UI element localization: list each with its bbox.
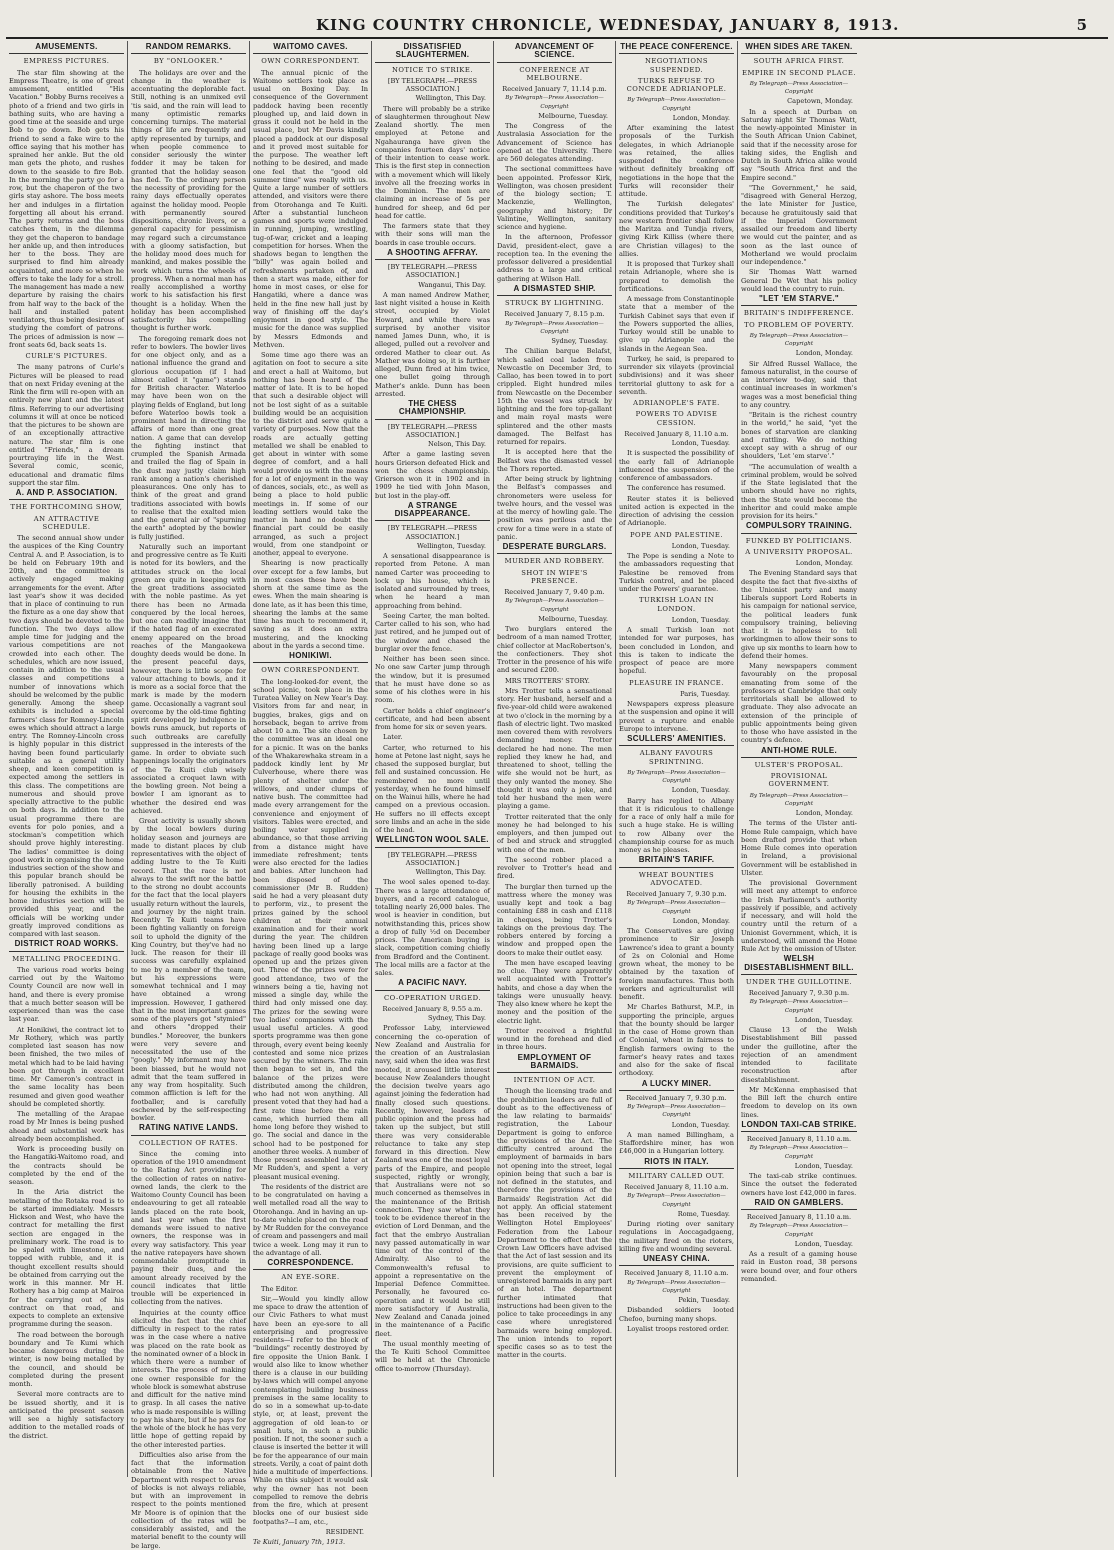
article	[497, 1054, 612, 1360]
article-subheading: ADRIANOPLE'S FATE.	[633, 399, 720, 407]
article-paragraph: The metalling of the Arapae road by Mr Innes is being pushed ahead and substantial work has already been accomplished.	[9, 1110, 124, 1143]
article-paragraph: After being struck by lightning the Belfast's compasses and chronometers were useless for twelve hours, and the vessel was at the mercy of howling gale. The position was perilous and the crew for a time were in a state of panic.	[497, 475, 612, 541]
article-subheading: CURLE'S PICTURES.	[25, 352, 108, 360]
article-subheading: MILITARY CALLED OUT.	[628, 1171, 725, 1180]
article-headline: RIOTS IN ITALY.	[619, 1158, 734, 1169]
article-paragraph: Mr McKenna emphasised that the Bill left the church entire freedom to develop on its own lines.	[741, 1085, 857, 1119]
article-paragraph: The Turkish delegates' conditions provided that Turkey's new western frontier shall follow the Maritza and Tundja rivers, giving Kirk Killiss (where there are Christian villages) to the allies.	[619, 200, 734, 258]
column-7	[738, 41, 860, 1477]
masthead	[6, 4, 1108, 39]
article-paragraph: The second annual show under the auspices of the King Country Central A. and P. Association, is to be held on February 19th and 20th, and the committee is actively engaged making arrangements for the event. After last year's show it was decided that in place of continuing to run the fixture as a one day show that two days should be devoted to the function. The two days allow ample time for judging and the various competitions are not crowded into each other. The schedules, which are now issued, contain in addition to the usual classes and competitions a number of innovations which should be welcomed by the public generally. Among the sheep exhibits is included a special farmers' class for Romney-Lincoln ewes which should attract a large entry. The Romney-Lincoln cross is highly popular in this district having been found particularly suitable as a general utility sheep, and keen competition is expected among the settlers in this class. The competitions are numerous and should prove specially attractive to the public on both days. In addition to the usual programme there are events for polo ponies, and a stockman's competition which should prove highly interesting. The ladies' committee is doing good work in organising the home industries section of the show and this popular branch should be liberally patronised. A building for housing the exhibits in the home industries section will be provided this year, and the officials will be working under greatly improved conditions as compared with last season.	[9, 534, 124, 938]
article-paragraph: After examining the latest proposals of the Turkish delegates, in which Adrianople was retained, the allies suspended the conference without definitely breaking off negotiations in the hope that the Turks will reconsider their attitude.	[619, 124, 734, 198]
article-subheading: COLLECTION OF RATES.	[138, 1138, 239, 1147]
article-paragraph: A small Turkish loan not intended for war purposes, has been concluded in London, and this is taken to indicate the prospect of peace are more hopeful.	[619, 626, 734, 676]
article-place-date: Wanganui, This Day.	[418, 280, 486, 289]
article	[619, 1158, 734, 1254]
article	[131, 43, 246, 1122]
article-headline: HONIKIWI.	[253, 652, 368, 663]
article-place-date: London, Tuesday.	[794, 1015, 853, 1024]
article-paragraph: Two burglars entered the bedroom of a man named Trotter, chief collector at MacRobertson's, the confectioners. They shot Trotter in the presence of his wife and secured £200.	[497, 625, 612, 675]
article	[9, 352, 124, 487]
article-paragraph: The second robber placed a revolver to Trotter's head and fired.	[497, 855, 612, 881]
article	[375, 249, 490, 398]
article-credit: By Telegraph—Press Association—Copyright	[505, 95, 604, 110]
article-headline: UNEASY CHINA.	[619, 1255, 734, 1266]
article-subheading: NEGOTIATIONS SUSPENDED.	[644, 57, 709, 74]
article-paragraph: Barry has replied to Albany that it is ridiculous to challenge for a race of only half a mile for such a huge stake. He is willing to row Albany over the championship course for as much money as he pleases.	[619, 796, 734, 854]
article-subheading: AN ATTRACTIVE SCHEDULE.	[33, 514, 100, 531]
article	[619, 43, 734, 396]
article-paragraph: MRS TROTTERS' STORY.	[505, 676, 590, 685]
article-paragraph: In a speech at Durban on Saturday night Sir Thomas Watt, the newly-appointed Minister in the South African Union Cabinet, said that if the necessity arose for taking sides, the English and Dutch in South Africa alike would say "South Africa first and the Empire second."	[741, 107, 857, 182]
article-dateline: Received January 7, 8.15 p.m.	[504, 310, 605, 319]
article-headline: A SHOOTING AFFRAY.	[375, 249, 490, 260]
article-paragraph: Sir Thomas Watt warned General De Wet that his policy would lead the country to ruin.	[741, 268, 857, 293]
article-subheading: EMPIRE IN SECOND PLACE.	[742, 68, 856, 77]
article-paragraph: The conference has resumed.	[627, 484, 726, 493]
article-headline: BRITAIN'S TARIFF.	[619, 856, 734, 867]
article-subheading: THE FORTHCOMING SHOW,	[10, 503, 123, 512]
article-subheading: ALBANY FAVOURS SPRINTNING.	[639, 749, 714, 766]
article-paragraph: Professor Laby, interviewed concerning the co-operation of New Zealand and Australia for the creation of an Australasian navy, said when the idea was first mooted, it aroused little interest because New Zealanders thought the decision twelve years ago against joining the federation had finally closed such questions. Recently, however, leaders of public opinion and the press had taken up the subject, but still there was very considerable reluctance to take any step forward in this direction. New Zealand was one of the most loyal parts of the Empire, and people suspected, rightly or wrongly, that Australians were not so much concerned as themselves in the maintenance of the British connection. They saw what they took to be evidence thereof in the eviction of Lord Denman, and the fact that the embryo Australian navy passed automatically in war time out of the control of the Admiralty. Also to the Commonwealth's refusal to appoint a representative on the Imperial Defence Committee. Personally, he favoured co-operation and it would be still more satisfactory if Australia, New Zealand and Canada joined in the maintenance of a Pacific fleet.	[375, 1024, 490, 1338]
article-paragraph: It is suspected the possibility of the early fall of Adrianople influenced the suspension of the conference of ambassadors.	[619, 449, 734, 482]
article-place-date: London, Monday.	[672, 113, 730, 122]
article-paragraph: Carter, who returned to his home at Petone last night, says he chased the supposed burglar, but fell and sustained concussion. He remembered no more until yesterday, when he found himself on the Wainui hills, where he had camped on a previous occasion. He suffers no ill effects except sore limbs and an ache in the side of the head.	[375, 743, 490, 834]
article-headline: A STRANGE DISAPPEARANCE.	[375, 502, 490, 522]
article-paragraph: Mrs Trotter tells a sensational story. Her husband, herself and a five-year-old child were awakened at two o'clock in the morning by a flash of electric light. Two masked men covered them with revolvers demanding money. Trotter declared he had none. The men replied they knew he had, and threatened to shoot, telling the wife she would not be hurt, as they only wanted the money. She thought it was only a joke, and told her husband the men were playing a game.	[497, 686, 612, 811]
article-headline: CORRESPONDENCE.	[253, 1259, 368, 1270]
article-credit: By Telegraph—Press Association—Copyright	[505, 598, 604, 613]
article-dateline: Received January 8, 11.10 a.m.	[624, 1269, 729, 1278]
article-subheading: UNDER THE GUILLOTINE.	[745, 977, 853, 986]
article-subheading: BRITAIN'S INDIFFERENCE.	[743, 309, 855, 318]
article-paragraph: Sir,—Would you kindly allow me space to draw the attention of our Civic Fathers to what must have been an eye-sore to all enterprising and progressive residents—I refer to the block of "buildings" recently destroyed by fire opposite the Union Bank. I would also like to know whether there is a clause in our building by-laws which will compel anyone contemplating building business premises in the same locality to do so in a somewhat up-to-date style, or, at least, prevent the aggregation of old lean-to or small huts, in such a public position. If not, the sooner such a clause is inserted the better it will be for the appearance of our main streets. Verily, a coat of paint doth hide a multitude of imperfections. While on this subject it would ask why the owner has not been compelled to remove the debris from the fire, which at present blocks one of our busiest side footpaths?—I am, etc.,	[253, 1294, 368, 1526]
article-dateline: [BY TELEGRAPH.—PRESS ASSOCIATION.]	[387, 76, 478, 93]
article-place-date: London, Tuesday.	[671, 541, 730, 550]
article	[619, 1255, 734, 1333]
article-headline: EMPLOYMENT OF BARMAIDS.	[497, 1054, 612, 1074]
article-place-date: Melbourne, Tuesday.	[538, 111, 608, 120]
article-paragraph: Some time ago there was an agitation on foot to secure a site and erect a hall at Waitomo, but nothing has been heard of the matter of late. It is to be hoped that such a desirable object will not be lost sight of as a suitable building would be an acquisition to the district and serve quite a variety of purposes. Now that the roads are actually getting metalled we shall be enabled to get about in winter with some degree of comfort, and a hall would provide us with the means for a lot of enjoyment in the way of dances, socials, etc., as well as being a place to hold public meetings in. If some of our leading settlers would take the matter in hand no doubt the financial part could be easily arranged, as such a project would, from one standpoint or another, appeal to everyone.	[253, 351, 368, 557]
article-paragraph: The Editor.	[261, 1284, 298, 1293]
article-paragraph: The many patrons of Curle's Pictures will be pleased to read that on next Friday evening at the Rink the firm will re-open with an entirely new plant and the latest films. Referring to our advertising columns it will at once be noticed that the pictures to be shown are of an exceptionally attractive nature. The star film is one entitled "Friends," a dream pourtraying life in the West. Several comic, scenic, educational and dramatic films support the star film.	[9, 363, 124, 487]
article	[375, 502, 490, 835]
article-place-date: London, Monday.	[672, 916, 730, 925]
article-place-date: Capetown, Monday.	[787, 97, 853, 106]
article-dateline: Received January 8, 11.10 a.m.	[746, 1135, 852, 1143]
article	[253, 43, 368, 650]
article-subheading: CONFERENCE AT MELBOURNE.	[519, 65, 590, 82]
article-paragraph: Since the coming into operation of the 1910 amendment to the Rating Act providing for the collection of rates on native-owned lands, the clerk to the Waitomo County Council has been endeavouring to get all rateable lands placed on the rate book, and last year when the first demands were issued to native owners, the response was in every way satisfactory. This year the native ratepayers have shown commendable promptitude in paying their dues, and the amount already received by the council indicates that little trouble will be experienced in collecting from the natives.	[131, 1149, 246, 1307]
article-paragraph: A man named Andrew Mather, last night visited a house in Keith street, occupied by Violet Howard, and while there was surprised by another visitor named James Dunn, who, it is alleged, pulled out a revolver and ordered Mather to clear out. As Mather was doing so, it is further alleged, Dunn fired at him twice, one bullet going through Mather's ankle. Dunn has been arrested.	[375, 290, 490, 398]
article-headline: DISSATISFIED SLAUGHTERMEN.	[375, 43, 490, 63]
article-headline: A LUCKY MINER.	[619, 1080, 734, 1091]
article-subheading: OWN CORRESPONDENT.	[261, 57, 360, 66]
article-subheading: NOTICE TO STRIKE.	[391, 65, 474, 74]
article-paragraph: The residents of the district are to be congratulated on having a well metalled road all the way to Otorohanga. And in having an up-to-date vehicle placed on the road by Mr Rudden for the conveyance of cream and passengers and mail twice a week. Long may it run to the advantage of all.	[253, 1182, 368, 1257]
article-place-date: London, Monday.	[795, 559, 853, 567]
article-paragraph: After a game lasting seven hours Grierson defeated Hick and won the chess championship. Grierson won it in 1902 and in 1909 he tied with John Mason, but lost in the play-off.	[375, 450, 490, 500]
article-place-date: Sydney, This Day.	[427, 1014, 486, 1022]
article-dateline: [BY TELEGRAPH.—PRESS ASSOCIATION.]	[387, 850, 478, 867]
article	[741, 1121, 857, 1197]
article-place-date: Wellington, Tuesday.	[416, 541, 486, 550]
article-paragraph: It is proposed that Turkey shall retain Adrianople, where she is prepared to demolish the fortifications.	[619, 260, 734, 293]
article-paragraph: The holidays are over and the change in the weather is accentuating the deplorable fact. Still, nothing is an unmixed evil 'tis said, and the rain will lead to many optimistic remarks concerning turnips. The material things of life are frequently and aptly represented by turnips, and when people commence to consider seriously the winter fodder it may be taken for granted that the holiday season has fled. To the ordinary person the necessity of providing for the rainy days effectually operates against the holiday mood. People with permanently soured dispositions, chronic livers, or a general capacity for pessimism may regard such a circumstance with a gloomy satisfaction, but the holiday mood does much for mankind, and makes possible the work which turns the wheels of progress. When a normal man has really accomplished a worthy work to his satisfaction his first thought is a holiday. When the holiday has been accomplished satisfactorily his compelling thought is further work.	[131, 68, 246, 333]
article-paragraph: A message from Constantinople state that a member of the Turkish Cabinet says that even if the Powers supported the allies, Turkey would still be unable to give up Adrianople and the islands in the Aegean Sea.	[619, 295, 734, 353]
article-place-date: London, Monday.	[795, 809, 853, 817]
article-paragraph: The taxi-cab strike continues. Since the outset the federated owners have lost £42,000 in fares.	[741, 1172, 857, 1197]
article-headline: A DISMASTED SHIP.	[497, 285, 612, 296]
article-paragraph: Sir Alfred Russel Wallace, the famous naturalist, in the course of an interview to-day, said that continual increases in workmen's wages was a most beneficial thing to any country.	[741, 359, 857, 409]
article-credit: By Telegraph—Press Association—Copyright	[627, 1104, 726, 1119]
article-paragraph: "The Government," he said, "disagreed with General Herzog, the late Minister for Justice, because he gratuitously said that if the Imperial Government assailed our freedom and liberty we would cut the painter, and as soon as the last ounce of Motherland we would proclaim our independence."	[741, 183, 857, 266]
article	[375, 836, 490, 977]
article-place-date: Nelson, This Day.	[428, 440, 486, 448]
article-headline: A. AND P. ASSOCIATION.	[9, 489, 124, 500]
article-credit: By Telegraph—Press Association—Copyright	[749, 1223, 849, 1238]
article-subheading: CO-OPERATION URGED.	[383, 993, 482, 1002]
article-headline: COMPULSORY TRAINING.	[741, 522, 857, 533]
article-paragraph: Naturally such an important and progressive centre as Te Kuiti is noted for its bowlers, and the attitudes struck on the local green are quite in keeping with the great traditions associated with the noble pastime. As yet there has been no Armada conquered by the local heroes, but one can readily imagine that if the hated flag of an execrated enemy appeared on the broad reaches of the Mangaokewa doughty deeds would be done. In the present peaceful days, however, there is little scope for valour attaching to bowls, and it is more as a social force that the mark is made by the modern game. Occasionally a vagrant soul overcome by the old-time fighting spirit developed by indulgence in bowls runs amuck, but reports of such outbreaks are carefully suppressed in the interests of the game. In order to obviate such happenings locally the originators of the Te Kuiti club wisely associated a croquet lawn with the bowling green. Not being a bowler I am ignorant as to whether the desired end was achieved.	[131, 542, 246, 815]
article-paragraph: As a result of a gaming house raid in Euston road, 38 persons were bound over, and four others remanded.	[741, 1250, 857, 1283]
article-paragraph: The sectional committees have been appointed. Professor Kirk, Wellington, was chosen president of the biology section; T. Mackenzie, Wellington, geography and history; Dr Valintine, Wellington, sanitary science and hygiene.	[497, 165, 612, 231]
article-subheading: METALLING PROCEEDING.	[12, 954, 121, 963]
masthead-title: KING COUNTRY CHRONICLE, WEDNESDAY, JANUARY 8, 1913.	[316, 16, 900, 34]
article-place-date: Sydney, Tuesday.	[551, 337, 608, 345]
article-paragraph: Turkey, he said, is prepared to surrender six vilayets (provincial subdivisions) and it was sheer territorial gluttony to ask for a seventh.	[619, 354, 734, 396]
article-subheading: A UNIVERSITY PROPOSAL.	[745, 547, 853, 556]
article-paragraph: The Pope is sending a Note to the ambassadors requesting that Palestine be removed from Turkish control, and be placed under the Powers' guarantee.	[619, 552, 734, 593]
article-paragraph: Newspapers express pleasure at the suspension and opine it will prevent a rupture and enable Europe to intervene.	[619, 700, 734, 733]
article-headline: THE PEACE CONFERENCE.	[619, 43, 734, 54]
article-dateline: Received January 7, 11.14 p.m.	[502, 85, 607, 93]
article-paragraph: Difficulties also arise from the fact that the information obtainable from the Native Department with respect to areas of blocks is not always reliable, but with an improvement in respect to the points mentioned Mr Moore is of opinion that the collection of the rates will be considerably assisted, and the material benefit to the county will be large.	[131, 1450, 246, 1550]
article-headline: THE CHESS CHAMPIONSHIP.	[375, 400, 490, 420]
article-headline: AMUSEMENTS.	[9, 43, 124, 54]
article-credit: By Telegraph—Press Association—Copyright	[627, 1279, 726, 1294]
article-paragraph: The terms of the Ulster anti-Home Rule campaign, which have been drafted provide that when Home Rule comes into operation in Ireland, a provisional Government will be established in Ulster.	[741, 819, 857, 877]
article-paragraph: Carter holds a chief engineer's certificate, and had been absent from home for six or seven years.	[375, 706, 490, 731]
article-paragraph: Neither has been seen since. No one saw Carter jump through the window, but it is presumed that he must have done so as some of his clothes were in his room.	[375, 655, 490, 705]
article-paragraph: The annual picnic of the Waitomo settlers took place as usual on Boxing Day. In consequence of the Government paddock having been recently ploughed up, and laid down in grass it could not be held in the usual place, but Mr Davis kindly placed a paddock at our disposal and it proved most suitable for the purpose. The weather left nothing to be desired, and made one feel that the "good old summer time" was really with us. Quite a large number of settlers attended, and visitors were there from Otorohanga and Te Kuiti. After a substantial luncheon games and sports were indulged in running, jumping, wrestling, tug-of-war, cricket and a leaping competition for horses. When the shadows began to lengthen the "billy" was again boiled and refreshments partaken of, and then a start was made, either for home in most cases, or else for Hangatiki, where a dance was held in the fine new hall just by way of finishing off the day's enjoyment in good style. The music for the dance was supplied by Messrs Edmonds and Methven.	[253, 68, 368, 349]
article-dateline: Received January 8, 11.10 a.m.	[624, 429, 729, 438]
article-headline: RANDOM REMARKS.	[131, 43, 246, 54]
article-headline: ANTI-HOME RULE.	[741, 747, 857, 758]
article-dateline: Received January 8, 11.10 a.m.	[624, 1183, 729, 1191]
article-place-date: Pekin, Tuesday.	[678, 1296, 730, 1304]
article-paragraph: Clause 13 of the Welsh Disestablishment Bill passed under the guillotine, after the rejection of an amendment intended to facilitate reconstruction after disestablishment.	[741, 1026, 857, 1084]
article-subheading: AN EYE-SORE.	[281, 1273, 340, 1282]
article	[619, 735, 734, 854]
article-credit: By Telegraph—Press Association—Copyright	[749, 80, 849, 95]
article	[741, 955, 857, 1119]
article-paragraph: At Honikiwi, the contract let to Mr Rothery, which was partly completed last season has now been finished, the two miles of metal which had to be laid having been got through in excellent time. Mr Cameron's contract in the same locality has been resumed and given good weather should be completed shortly.	[9, 1025, 124, 1108]
article-paragraph: The men have escaped leaving no clue. They were apparently well acquainted with Trotter's habits, and chose a day when the takings were unusually heavy. They also knew where he kept the money and the position of the electric light.	[497, 958, 612, 1025]
article-dateline: Received January 7, 9.30 p.m.	[626, 1093, 727, 1102]
article-paragraph: A man named Billingham, a Staffordshire miner, has won £46,000 in a Hungarian lottery.	[619, 1130, 734, 1156]
article-place-date: London, Tuesday.	[671, 1120, 730, 1129]
article-paragraph: The farmers state that they with their sons will man the boards in case trouble occurs.	[375, 222, 490, 247]
article-headline: "LET 'EM STARVE."	[741, 295, 857, 306]
article	[375, 43, 490, 247]
article-place-date: London, Tuesday.	[671, 786, 730, 795]
article	[619, 531, 734, 594]
article-place-date: Paris, Tuesday.	[680, 689, 730, 698]
article-paragraph: The long-looked-for event, the school picnic, took place in the Turatea Valley on New Year's Day. Visitors from far and near, in buggies, brakes, gigs and on horseback, began to arrive from about 10 a.m. The site chosen by the committee was an ideal one for a picnic. It was on the banks of the Whakarewhaka stream in a paddock kindly lent by Mr Culverhouse, where there was plenty of shelter under the willows, and under clumps of native bush. The committee had made every arrangement for the convenience and enjoyment of visitors. Tables were erected, and boiling water supplied in abundance, so that those arriving from a distance might have immediate refreshment; tents were also erected for the ladies and babies. After luncheon had been disposed of the commissioner (Mr B. Rudden) said he had a very pleasant duty to perform, viz., to present the prizes gained by the school children at their annual examination and for their work during the year. The children having been lined up a large package of really good books was opened up and the prizes given out. Three of the prizes were for good attendance, two of the winners being a tie, having not missed a single day, while the third had only missed one day. The prizes for the sewing were two ladies' companions with the usual useful articles. A good sports programme was then gone through, every event being keenly contested and some nice prizes secured by the winners. The rain then began to set in, and the balance of the prizes were distributed among the children, who had not won anything. All present voted that they had had a first rate time before the rain came, which hurried them all home long before they wished to go. The social and dance in the school had to be postponed for another three weeks. A number of those present assembled later at Mr Rudden's, and spent a very pleasant musical evening.	[253, 677, 368, 1181]
column-2	[128, 41, 250, 1550]
article-paragraph: Loyalist troops restored order.	[627, 1324, 729, 1333]
article-subheading: INTENTION OF ACT.	[513, 1076, 596, 1084]
article-place-date: London, Tuesday.	[794, 1239, 853, 1248]
column-5	[494, 41, 616, 1477]
article-subheading: ULSTER'S PROPOSAL.	[754, 760, 844, 769]
article	[619, 596, 734, 675]
article-headline: ADVANCEMENT OF SCIENCE.	[497, 43, 612, 63]
article-place-date: London, Tuesday.	[794, 1161, 853, 1170]
article-paragraph: The Congress of the Australasia Association for the Advancement of Science has opened at the University. There are 560 delegates attending.	[497, 122, 612, 163]
article-paragraph: Shearing is now practically over except for a few lambs, but in most cases these have been shorn at the same time as the ewes. When the main shearing is done late, as it has been this time, shearing the lambs at the same time has much to recommend it, saving as it does an extra mustering, and the knocking about in the yards a second time.	[253, 559, 369, 650]
article-dateline: Received January 8, 11.10 a.m.	[746, 1213, 852, 1221]
column-4	[372, 41, 494, 1477]
article-subheading: SHOT IN WIFE'S PRESENCE.	[521, 568, 588, 585]
article-dateline: [BY TELEGRAPH.—PRESS ASSOCIATION.]	[387, 263, 478, 280]
article-subheading: MURDER AND ROBBERY.	[504, 557, 605, 566]
article-paragraph: The star film showing at the Empress Theatre, is one of great amusement, entitled "His Vacation." Bobby Burns receives a photo of a friend and two girls in bathing suits, who are having a good time at the seaside and urge Bob to go down. Bob gets his friend to send a fake wire to the office saying that his mother has sprained her ankle. But the old man gets the photo, and rushes down to the seaside to fire Bob. In the morning the party go for a row, but the chaperon of the two girls stay ashore. The boss meets her and indulges in a flirtation forgetting all about his errand. The party returns and the boss catches them, in the dilemma they get the chaperon to bandage her ankle up, and then introduces her to the boss. They are surprised to find him already acquainted, and more so when he offers to take the lady for a stroll. The management has made a new departure by raising the chairs from half way to the back of the hall and installed patent ventilators, thus being desirous of studying the comfort of patrons. The prices of admission is now —front seats 6d, back seats 1s.	[9, 68, 124, 349]
article-headline: DISTRICT ROAD WORKS.	[9, 940, 124, 951]
article-credit: By Telegraph—Press Association—Copyright	[505, 320, 604, 335]
article-paragraph: Several more contracts are to be issued shortly, and it is anticipated the present season will see a highly satisfactory addition to the metalled roads of the district.	[9, 1390, 124, 1440]
article-paragraph: Trotter reiterated that the only money he had belonged to his employers, and then jumped out of bed and struck and struggled with one of the men.	[497, 812, 612, 854]
article-place-date: Rome, Tuesday.	[677, 1209, 730, 1218]
article-credit: By Telegraph—Press Association—Copyright	[749, 332, 849, 347]
article-place-date: London, Tuesday.	[671, 439, 730, 447]
article-headline: WELSH DISESTABLISHMENT BILL.	[741, 955, 857, 975]
article-paragraph: Mr Charles Bathurst, M.P., in supporting the principle, argues that the bounty should be larger in the case of Home grown than of Colonial, wheat in fairness to English farmers owing to the farmer's heavy rates and taxes and also for the sake of fiscal orthodoxy.	[619, 1003, 734, 1078]
article	[497, 543, 612, 1052]
columns	[6, 41, 1108, 1550]
article	[741, 1199, 857, 1283]
article-paragraph: Trotter received a frightful wound in the forehead and died in three hours.	[497, 1026, 612, 1052]
article-paragraph: There will probably be a strike of slaughtermen throughout New Zealand shortly. The men employed at Petone and Ngahauranga have given the companies fourteen days' notice of their intention to cease work. This is the first step in connection with a movement which will likely involve all the freezing works in the Dominion. The men are claiming an increase of 5s per hundred for sheep, and 6d per head for cattle.	[375, 104, 490, 220]
article-paragraph: Work is proceeding busily on the Hangatiki-Waitomo road, and the contracts should be completed by the end of the season.	[9, 1145, 124, 1186]
article	[619, 679, 734, 734]
article-subheading: BY "ONLOOKER."	[153, 57, 224, 66]
page-number: 5	[1076, 16, 1088, 34]
article	[9, 940, 124, 1440]
article-paragraph: "Britain is the richest country in the world," he said, "yet the bones of starvation are clanking and rattling. We do nothing except say with a shrug of our shoulders, 'Let 'em starve'."	[741, 411, 857, 461]
article-paragraph: Many newspapers comment favourably on the proposal emanating from some of the professors at Cambridge that only territorials shall be allowed to graduate. They also advocate an extension of the principle of public appointments being given to those who have assisted in the country's defence.	[741, 662, 857, 745]
article-paragraph: The wool sales opened to-day. There was a large attendance of buyers, and a record catalogue, totalling nearly 26,000 bales. The wool is heavier in condition, but notwithstanding this, prices show a drop of fully ½d on December prices. The American buying is slack, competition coming chiefly from Bradford and the Continent. The local mills are a factor at the sales.	[375, 878, 490, 977]
article-headline: WAITOMO CAVES.	[253, 43, 368, 54]
article-dateline: Received January 7, 9.40 p.m.	[504, 588, 605, 596]
article-headline: A PACIFIC NAVY.	[375, 979, 490, 990]
article-paragraph: The provisional Government will meet any attempt to enforce the Irish Parliament's authority passively if possible, and actively if necessary, and will hold the country until the return of a Unionist Government, which, it is understood, will amend the Home Rule Act by the omission of Ulster.	[741, 879, 857, 953]
article	[741, 747, 857, 954]
article	[619, 856, 734, 1077]
article-headline: WHEN SIDES ARE TAKEN.	[741, 43, 857, 54]
article-headline: DESPERATE BURGLARS.	[497, 543, 612, 554]
article-subheading: TO PROBLEM OF POVERTY.	[744, 320, 854, 329]
article-paragraph: In the Aria district the metalling of the Rotaka road is to be started immediately. Messrs Hickson and West, who have the contract for metalling the first section are engaged in the preliminary work. The road is to be spaled with limestone, and topped with rubble, and it is thought excellent results should be obtained from carrying out the work in this manner. Mr H. Rothery has a big camp at Mairoa for the carrying out of his contract on that road, and expects to complete an extensive programme during the season.	[9, 1188, 124, 1329]
article-dateline: Received January 8, 9.55 a.m.	[382, 1004, 483, 1013]
article-paragraph: Disbanded soldiers looted Chefoo, burning many shops.	[619, 1306, 734, 1323]
article-credit: By Telegraph—Press Association—Copyright	[627, 97, 726, 112]
article-paragraph: Though the licensing trade and the prohibition leaders are full of doubt as to the effectiveness of the law relating to barmaids' registration, the Labour Department is going to enforce the provisions of the Act. The difficulty centred around the employment of barmaids in bars not opening into the street, legal opinion being that such a bar is not defined in the statutes, and therefore the provisions of the Barmaids' Registration Act did not apply. An official statement has been received by the Wellington Hotel Employees' Federation from the Labour Department to the effect that the Crown Law Officers have advised that the Act of last session and its provisions, are quite sufficient to prevent the employment of unregistered barmaids in any part of an hotel. The department further intimated that instructions had been given to the police to take proceedings in any case where unregistered barmaids were being employed. The union intends to report specific cases so as to test the matter in the courts.	[497, 1087, 612, 1360]
article-place-date: London, Tuesday.	[671, 615, 730, 624]
article-paragraph: A sensational disappearance is reported from Petone. A man named Carter was proceeding to lock up his house, which is isolated and surrounded by trees, when he heard a man approaching from behind.	[375, 552, 490, 610]
article-headline: RATING NATIVE LANDS.	[131, 1124, 246, 1135]
article-subheading: PROVISIONAL GOVERNMENT.	[768, 772, 830, 789]
article	[497, 285, 612, 541]
article-subheading: TURKISH LOAN IN LONDON.	[638, 596, 715, 613]
article	[375, 979, 490, 1373]
article-dateline: [BY TELEGRAPH.—PRESS ASSOCIATION.]	[387, 422, 478, 439]
article	[131, 1124, 246, 1550]
article-paragraph: The foregoing remark does not refer to bowlers. The bowler lives for one object only, and as a national influence the grand and glorious occupation (if I had almost called it "game") stands for British character. Waterloo may have been won on the playing fields of England, but long before Waterloo bowls took a prominent hand in directing the affairs of more than one great nation. A game that can develop the fighting instinct that crumpled the Spanish Armada and trailed the flag of Spain in the dust may justly claim high rank among a nation's cherished pleasurances. One only has to think of the great and grand traditions associated with bowls to realise that the exalted mien and the general air of "spurning the earth" adopted by the bowler is fully justified.	[131, 334, 247, 541]
article-place-date: Wellington, This Day.	[415, 868, 486, 876]
article-paragraph: The Chilian barque Belafst, which sailed coal laden from Newcastle on December 3rd, to Callao, has been towed in to port crippled. Eight hundred miles from Newcastle on the December 15th the vessel was struck by lightning and the fore top-gallant and main royal masts were splintered and the other masts damaged. The Belfast has returned for repairs.	[497, 347, 612, 446]
article-credit: By Telegraph—Press Association—Copyright	[627, 769, 726, 784]
article-subheading: PLEASURE IN FRANCE.	[629, 678, 724, 687]
article-credit: By Telegraph—Press Association—Copyright	[749, 792, 849, 807]
article-subheading: POPE AND PALESTINE.	[629, 530, 724, 539]
article-subheading: WHEAT BOUNTIES ADVOCATED.	[638, 870, 715, 887]
article-headline: RAID ON GAMBLERS.	[741, 1199, 857, 1210]
article-paragraph: Inquiries at the county office elicited the fact that the chief difficulty in respect to the rates was in the case where a native was placed on the rate book as the nominated owner of a block in which there were a number of interests. The process of making one owner responsible for the whole block is somewhat abstruse and difficult for the native mind to grasp. In all cases the native who is made responsible is willing to pay his share, but if he pays for the whole of the block he has very little hope of getting repaid by the other interested parties.	[131, 1308, 246, 1449]
article	[741, 522, 857, 744]
article-paragraph: Seeing Carter, the man bolted. Carter called to his son, who had just retired, and he jumped out of the window and chased the burglar over the fence.	[375, 611, 490, 653]
article	[253, 652, 368, 1257]
article-subheading: SOUTH AFRICA FIRST.	[753, 57, 845, 66]
article-place-date: Melbourne, Tuesday.	[538, 614, 608, 623]
article-paragraph: The usual monthly meeting of the Te Kuiti School Committee will be held at the Chronicle office to-morrow (Thursday).	[375, 1339, 490, 1373]
article-subheading: FUNKED BY POLITICIANS.	[745, 536, 853, 545]
article	[619, 399, 734, 528]
article-paragraph: It is accepted here that the Belfast was the dismasted vessel the Thors reported.	[497, 448, 612, 473]
article	[741, 43, 857, 293]
column-1	[6, 41, 128, 1477]
article-paragraph: The burglar then turned up the mattress where the money was usually kept and took a bag containing £88 in cash and £118 in cheques, being Trotter's takings on the previous day. The robbers entered by forcing a window and propped open the doors to make their outlet easy.	[497, 882, 612, 957]
article-subheading: OWN CORRESPONDENT.	[261, 666, 360, 675]
article-subheading: TURKS REFUSE TO CONCEDE ADRIANOPLE.	[626, 76, 727, 93]
article-credit: By Telegraph—Press Association—Copyright	[749, 999, 849, 1014]
article-subheading: POWERS TO ADVISE CESSION.	[635, 410, 718, 427]
article-headline: SCULLERS' AMENITIES.	[619, 735, 734, 746]
column-3	[250, 41, 372, 1546]
article-dateline: [BY TELEGRAPH.—PRESS ASSOCIATION.]	[387, 524, 478, 541]
article-credit: By Telegraph—Press Association—Copyright	[749, 1145, 849, 1160]
article	[253, 1259, 368, 1546]
article	[741, 295, 857, 520]
article-paragraph: "The accumulation of wealth a criminal problem, would be solved if the State legislated that the unborn should have no rights, then the State would become the inheritor and could make ample provision for its heirs."	[741, 462, 857, 520]
article-paragraph: The road between the borough boundary and Te Kumi which became dangerous during the winter, is now being metalled by the council, and should be completed during the present month.	[9, 1330, 124, 1388]
article-headline: LONDON TAXI-CAB STRIKE.	[741, 1121, 857, 1132]
article-subheading: EMPRESS PICTURES.	[23, 57, 110, 66]
article-place-date: Wellington, This Day.	[415, 94, 486, 103]
article-paragraph: In the afternoon, Professor David, president-elect, gave a reception tea. In the evening the professor delivered a presidential address to a large and critical gathering at Wilson Hall.	[497, 233, 612, 283]
article-paragraph: Great activity is usually shown by the local bowlers during holiday season and journeys are made to distant places by club representatives with the object of adding lustre to the Te Kuiti record. That the race is not always to the swift nor the battle to the strong no doubt accounts for the fact that the local players usually return without the laurels, and journey by the night train. Recently Te Kuiti teams have been fighting valiantly on foreign soil to uphold the dignity of the King Country, but they've had no luck. The reason for their ill success was carefully explained to me by a member of the team, but his expressions were somewhat technical and I may have obtained a wrong impression. However, I gathered that in the most important games some of the players got "stymied" and others "dropped their bundles." Moreover, the bunkers were very severe and necessitated the use of the "googly." My informant may have been biassed, but he would not admit that the team suffered in any way from hospitality. Such common affliction is left for the footballer, and is carefully eschewed by the self-respecting bowler.	[131, 817, 246, 1122]
article-credit: By Telegraph—Press Association—Copyright	[627, 900, 726, 915]
letter-signature: RESIDENT.	[325, 1527, 364, 1536]
column-6	[616, 41, 738, 1477]
article-dateline: Received January 7, 9.30 p.m.	[626, 890, 727, 898]
article-dateline: Received January 7, 9.30 p.m.	[748, 989, 850, 997]
article-headline: WELLINGTON WOOL SALE.	[375, 836, 490, 847]
article-paragraph: Reuter states it is believed united action is expected in the direction of advising the cession of Adrianople.	[619, 494, 734, 528]
article	[375, 400, 490, 500]
article-paragraph: The Conservatives are giving prominence to Sir Joseph Lawrence's idea to grant a bounty of 2s on Colonial and Home grown wheat, the money to be obtained by the taxation of foreign manufactures. Thus both workers and agriculturalist will benefit.	[619, 927, 734, 1001]
article-paragraph: The Evening Standard says that despite the fact that five-sixths of the Unionist party and many Liberals support Lord Roberts in his campaign for national service, the political leaders funk compulsory training, believing that it is hopeless to tell workingmen to allow their sons to give up six months to learn how to defend their homes.	[741, 569, 857, 660]
article-paragraph: During rioting over sanitary regulations in Aoccagadgaeng, the military fired on the rioters, killing five and wounding several.	[619, 1220, 734, 1253]
article	[9, 489, 124, 938]
article	[497, 43, 612, 283]
article	[619, 1080, 734, 1156]
article	[9, 43, 124, 349]
article-subheading: STRUCK BY LIGHTNING.	[504, 299, 604, 307]
article-paragraph: The various road works being carried out by the Waitomo County Council are now well in hand, and there is every promise that a much better season will be experienced than was the case last year.	[9, 965, 124, 1024]
letter-place-date: Te Kuiti, January 7th, 1913.	[253, 1538, 346, 1546]
article-credit: By Telegraph—Press Association—Copyright	[627, 1193, 726, 1208]
article-place-date: London, Monday.	[795, 349, 853, 358]
article-paragraph: Later.	[383, 733, 403, 742]
